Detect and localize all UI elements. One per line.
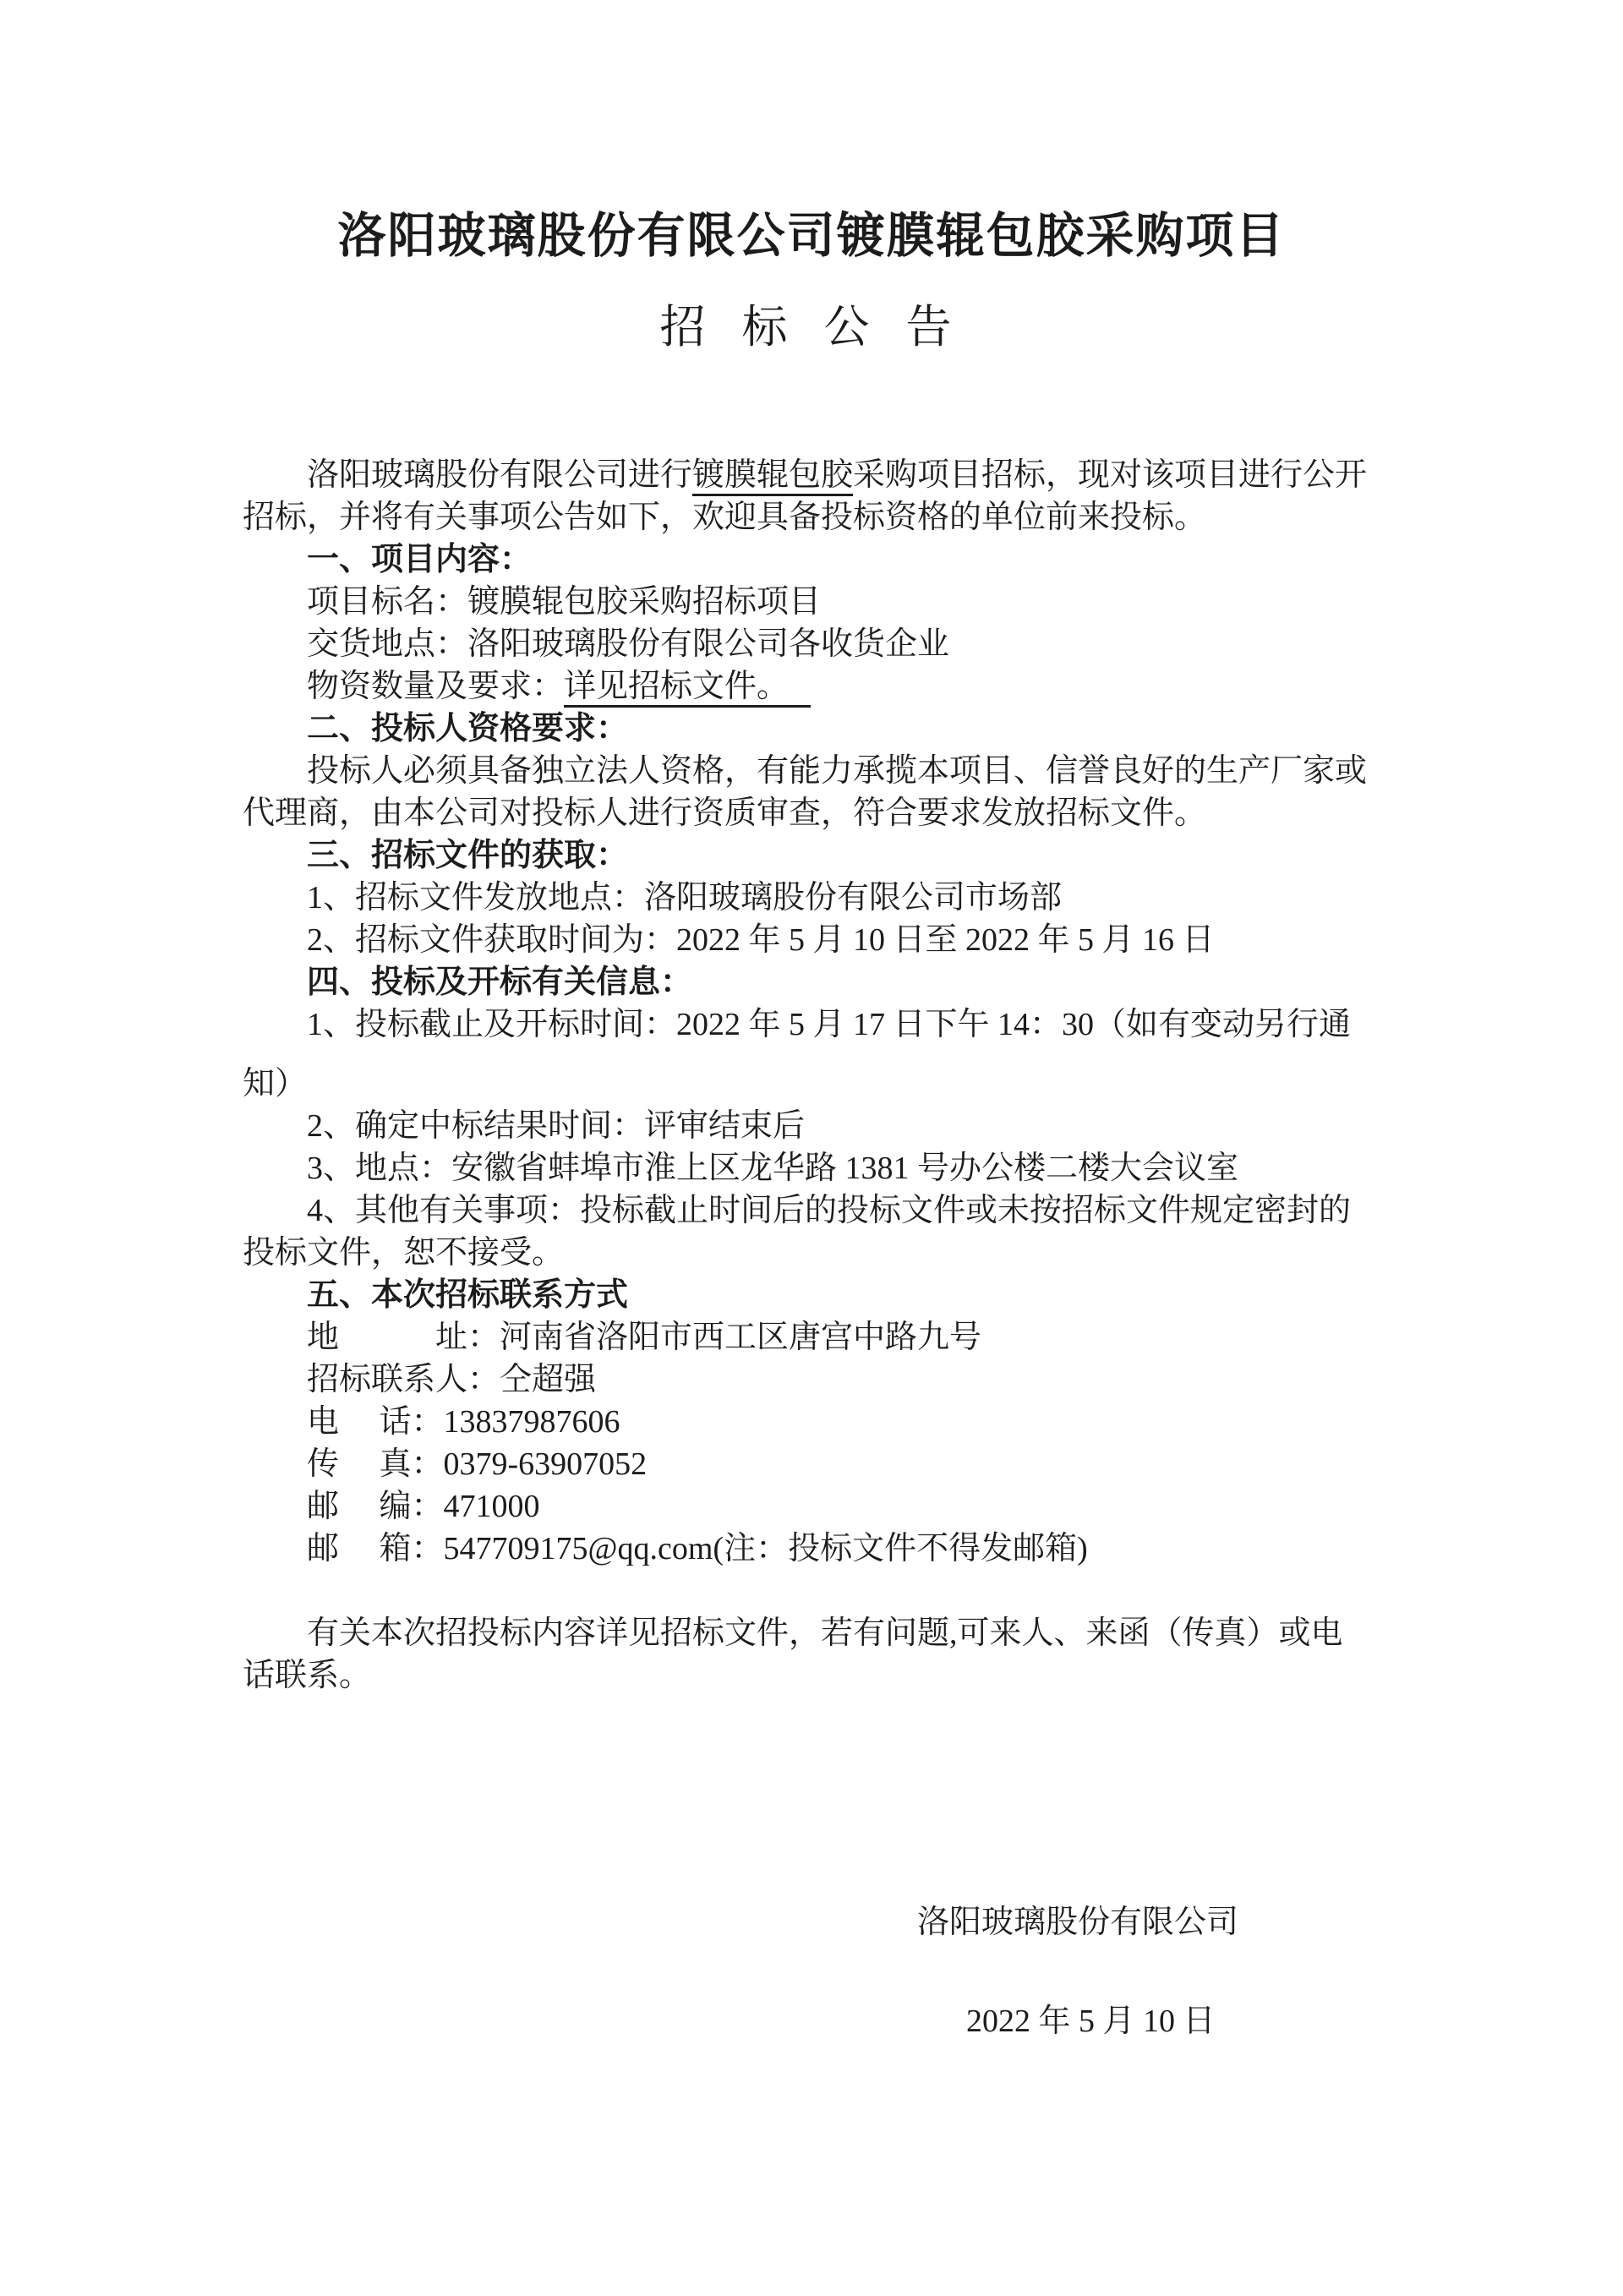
- section-4-heading: 四、投标及开标有关信息：: [307, 965, 693, 1000]
- section-1-item-quantity-label: 物资数量及要求：: [307, 669, 565, 704]
- intro-line-1-post: 采购项目招标，现对该项目进行公开: [853, 457, 1368, 493]
- closing-line-1: 有关本次招投标内容详见招标文件，若有问题,可来人、来函（传真）或电: [307, 1615, 1343, 1651]
- contact-zipcode-line: 邮 编：471000: [307, 1489, 540, 1524]
- section-2-heading: 二、投标人资格要求：: [307, 711, 629, 746]
- doc-title: 洛阳玻璃股份有限公司镀膜辊包胶采购项目: [337, 209, 1286, 263]
- section-3-heading: 三、招标文件的获取：: [307, 838, 629, 873]
- section-2-line-1: 投标人必须具备独立法人资格，有能力承揽本项目、信誉良好的生产厂家或: [307, 753, 1368, 789]
- section-4-item-3: 3、地点：安徽省蚌埠市淮上区龙华路 1381 号办公楼二楼大会议室: [307, 1151, 1239, 1186]
- contact-fax-line: 传 真：0379-63907052: [307, 1446, 648, 1482]
- closing-line-2: 话联系。: [243, 1658, 372, 1693]
- intro-line-1: [243, 454, 1380, 496]
- section-4-item-4-line-1: 4、其他有关事项：投标截止时间后的投标文件或未按招标文件规定密封的: [307, 1193, 1352, 1228]
- section-5-heading: 五、本次招标联系方式: [307, 1277, 629, 1313]
- intro-underlined-term: 镀膜辊包胶: [692, 457, 853, 496]
- doc-subtitle: 招 标 公 告: [659, 302, 964, 353]
- section-4-item-1-line-1: 1、投标截止及开标时间：2022 年 5 月 17 日下午 14：30（如有变动另行通: [307, 1007, 1352, 1042]
- signature-company: 洛阳玻璃股份有限公司: [917, 1905, 1239, 1940]
- section-1-item-quantity: [243, 665, 1380, 708]
- contact-email-line: 邮 箱：547709175@qq.com(注：投标文件不得发邮箱): [307, 1531, 1088, 1566]
- signature-date: 2022 年 5 月 10 日: [966, 2004, 1216, 2039]
- intro-line-1-pre: 洛阳玻璃股份有限公司进行: [307, 457, 693, 493]
- contact-address-line: 地 址：河南省洛阳市西工区唐宫中路九号: [307, 1320, 982, 1355]
- section-3-item-2: 2、招标文件获取时间为：2022 年 5 月 10 日至 2022 年 5 月 16 日: [307, 922, 1215, 958]
- section-1-item-delivery-place: 交货地点：洛阳玻璃股份有限公司各收货企业: [307, 626, 950, 662]
- section-4-item-1-line-2: 知）: [243, 1066, 308, 1102]
- section-4-item-2: 2、确定中标结果时间：评审结束后: [307, 1108, 806, 1144]
- section-1-item-quantity-underlined: 详见招标文件。: [564, 669, 811, 708]
- contact-person-line: 招标联系人：仝超强: [307, 1362, 597, 1397]
- document-content: [243, 205, 1380, 2042]
- doc-body: [243, 454, 1380, 2042]
- intro-line-2: 招标，并将有关事项公告如下，欢迎具备投标资格的单位前来投标。: [243, 500, 1207, 535]
- contact-phone-line: 电 话：13837987606: [307, 1404, 620, 1440]
- section-2-line-2: 代理商，由本公司对投标人进行资质审查，符合要求发放招标文件。: [243, 795, 1207, 831]
- section-4-item-4-line-2: 投标文件，恕不接受。: [243, 1235, 565, 1271]
- section-1-item-project-name: 项目标名：镀膜辊包胶采购招标项目: [307, 584, 822, 620]
- section-1-heading: 一、项目内容：: [307, 542, 533, 577]
- section-3-item-1: 1、招标文件发放地点：洛阳玻璃股份有限公司市场部: [307, 880, 1063, 916]
